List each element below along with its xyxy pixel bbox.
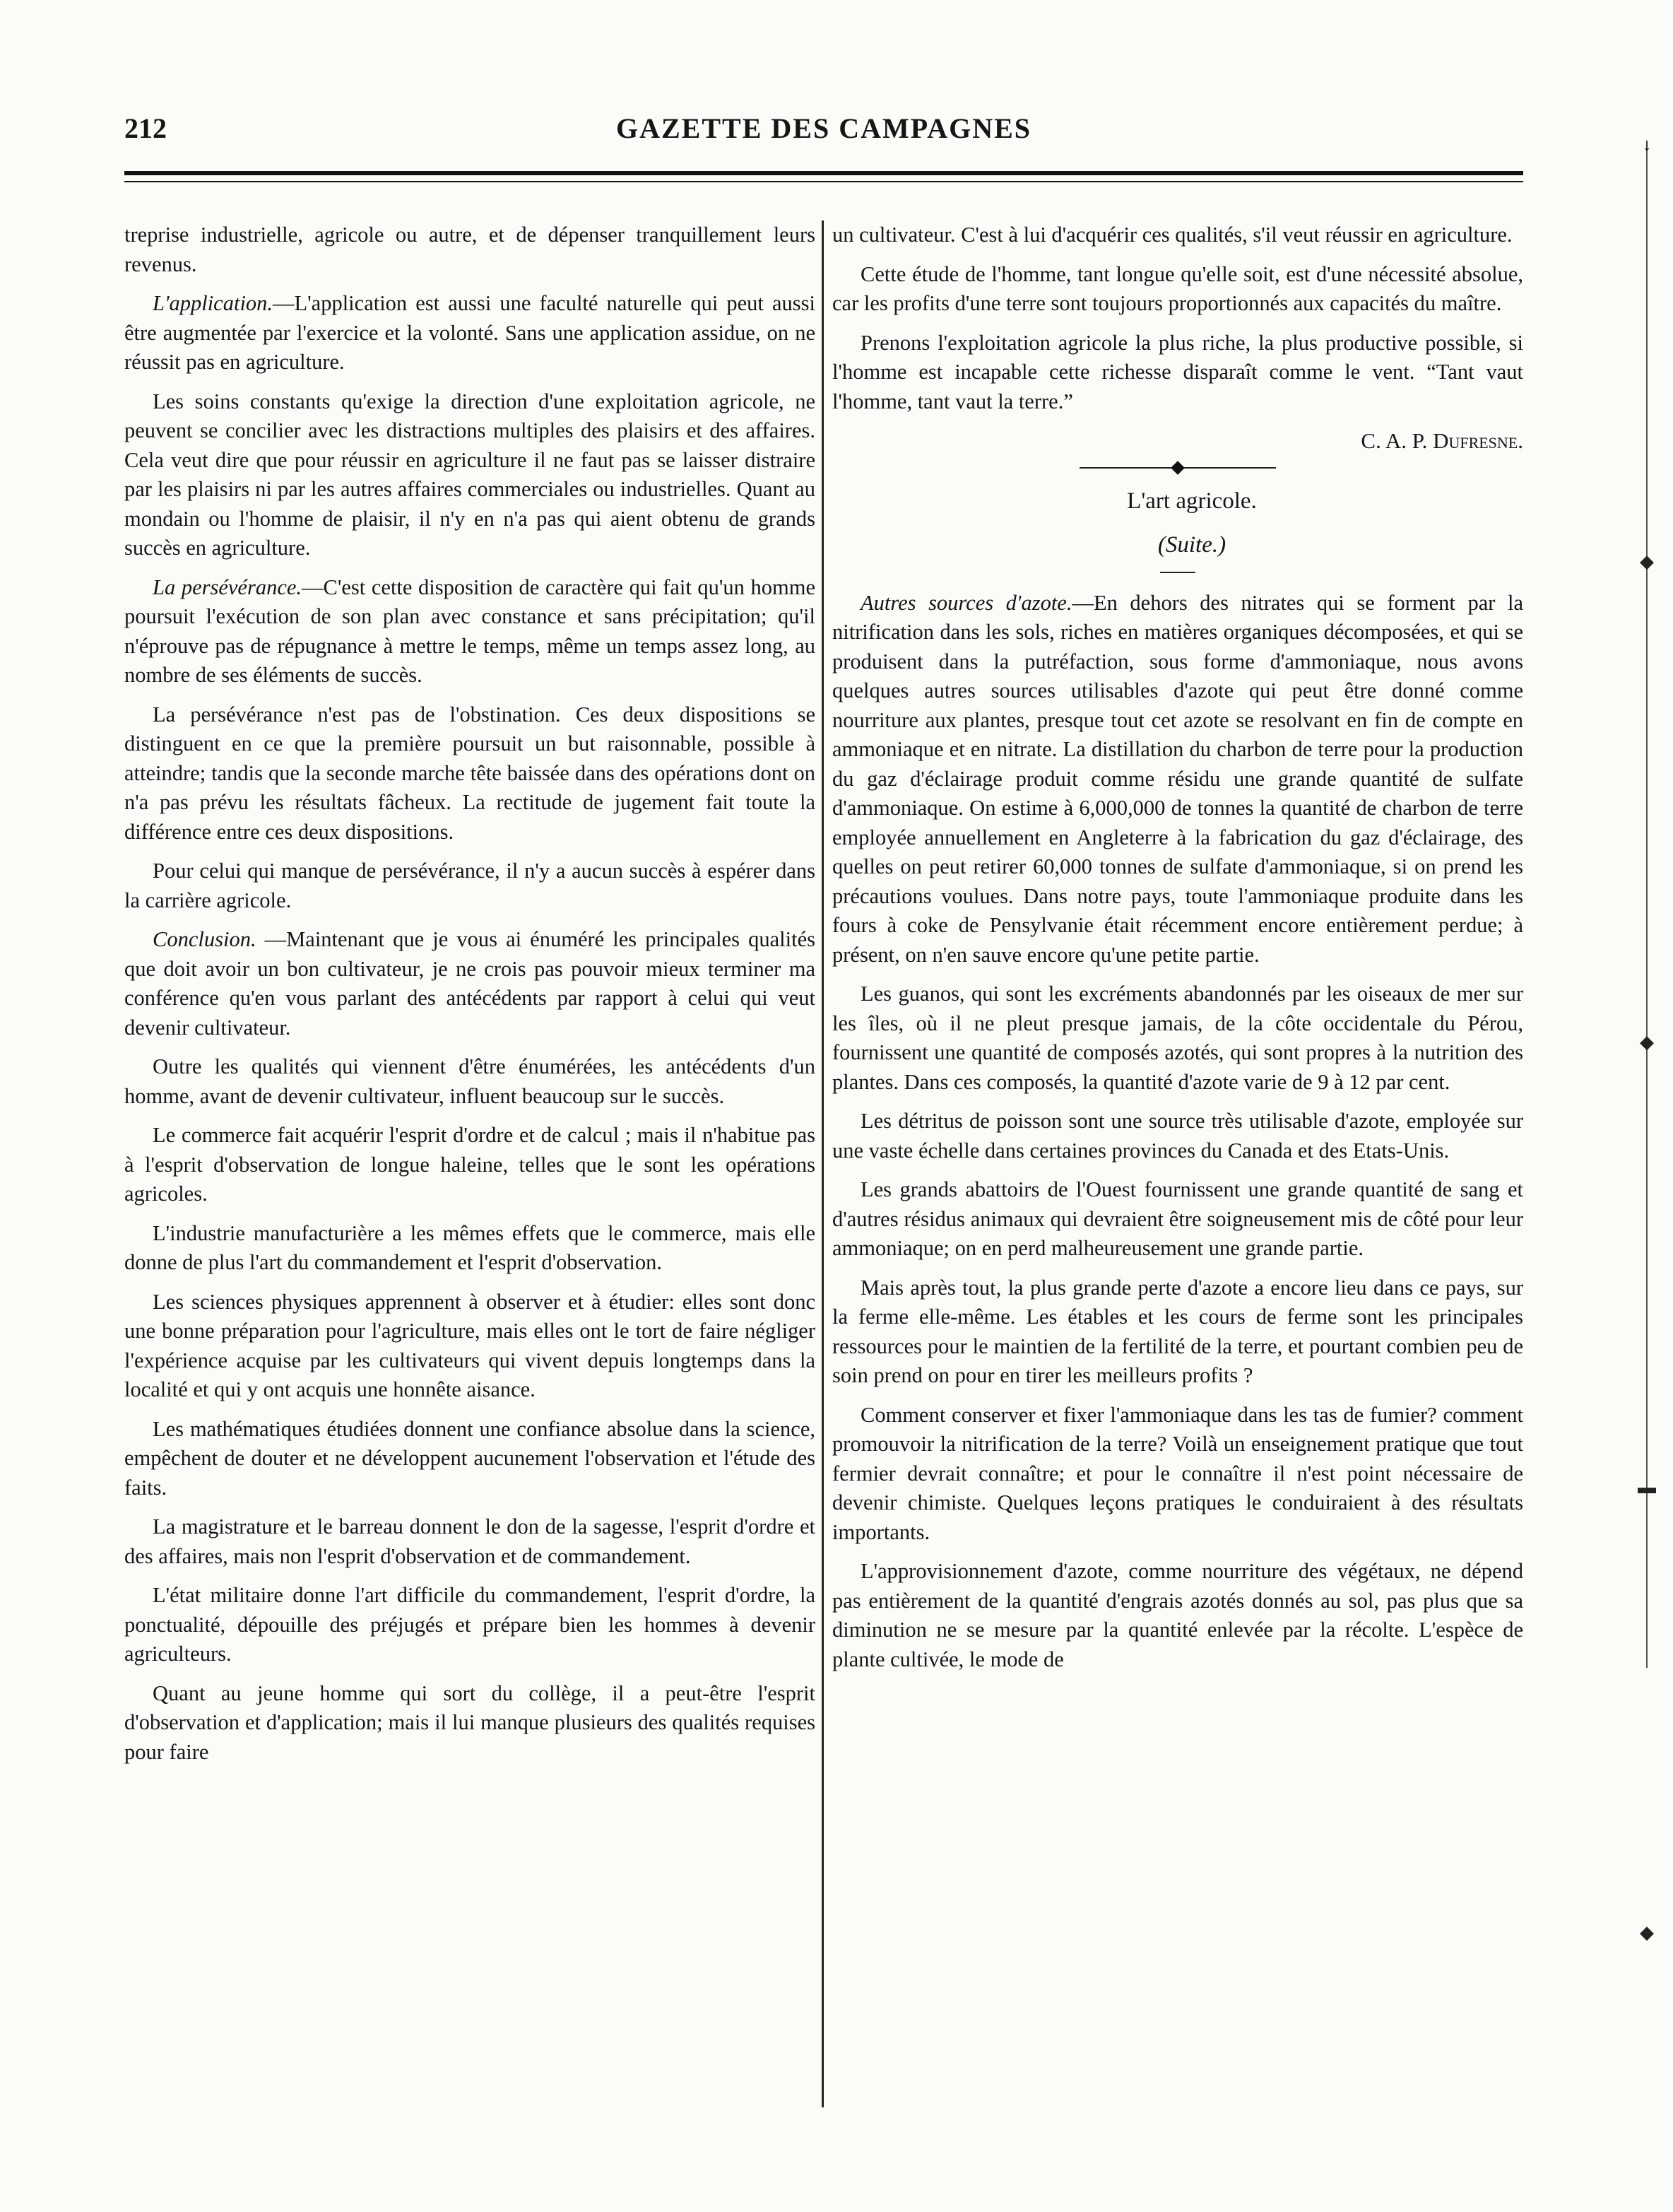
binding-margin-line: [1646, 141, 1648, 1668]
arrow-mark-icon: ↓: [1642, 134, 1652, 155]
section-rule: [1160, 572, 1195, 573]
paragraph-heading: Autres sources d'azote.: [861, 590, 1072, 615]
left-column: [124, 220, 815, 1777]
ornament-line: [1080, 467, 1171, 469]
paragraph: Les guanos, qui sont les excréments abandonnés par les oiseaux de mer sur les îles, où il ne pleut presque jamais, de la côte occidentale du Pérou, fournissent une quantité de composés azotés, qui sont propres à la nutrition des plantes. Dans ces composés, la quantité d'azote varie de 9 à 12 par cent.: [832, 982, 1523, 1094]
paragraph: [124, 925, 815, 1042]
paragraph: La magistrature et le barreau donnent le don de la sagesse, l'esprit d'ordre et des affaires, mais non l'esprit d'observation et de commandement.: [124, 1514, 815, 1568]
paragraph: [124, 289, 815, 377]
paragraph: Outre les qualités qui viennent d'être énumérées, les antécédents d'un homme, avant de devenir cultivateur, influent beaucoup sur le succès.: [124, 1054, 815, 1108]
header-rule-thin: [124, 181, 1523, 182]
paragraph: La persévérance n'est pas de l'obstination. Ces deux dispositions se distinguent en ce que la première poursuit un but raisonnable, possible à atteindre; tandis que la seconde marche tête baissée dans des opérations dont on n'a pas prévu les résultats fâcheux. La rectitude de jugement fait toute la différence entre ces deux dispositions.: [124, 702, 815, 844]
paragraph-text: —L'application est aussi une faculté naturelle qui peut aussi être augmentée par l'exercice et la volonté. Sans une application assidue, on ne réussit pas en agriculture.: [124, 291, 815, 374]
paragraph: Les sciences physiques apprennent à observer et à étudier: elles sont donc une bonne préparation pour l'agriculture, mais elles ont le tort de faire négliger l'expérience acquise par les cultivateurs qui vivent depuis longtemps dans la localité et qui y ont acquis une honnête aisance.: [124, 1289, 815, 1401]
paragraph: Prenons l'exploitation agricole la plus riche, la plus productive possible, si l'homme est incapable cette richesse disparaît comme le vent. “Tant vaut l'homme, tant vaut la terre.”: [832, 330, 1523, 413]
paragraph: un cultivateur. C'est à lui d'acquérir ces qualités, s'il veut réussir en agriculture.: [832, 223, 1513, 247]
diamond-mark-icon: ◆: [1640, 551, 1654, 572]
author-signature: C. A. P. Dufresne.: [1361, 428, 1523, 453]
section-title: L'art agricole.: [1127, 488, 1257, 514]
page-number: 212: [124, 112, 167, 144]
paragraph: Comment conserver et fixer l'ammoniaque dans les tas de fumier? comment promouvoir la nitrification de la terre? Voilà un enseignement pratique que tout fermier devrait connaître; et pour le connaître il n'est point nécessaire de devenir chimiste. Quelques leçons pratiques le conduiraient à des résultats importants.: [832, 1402, 1523, 1544]
paragraph: [832, 589, 1523, 970]
paragraph: Quant au jeune homme qui sort du collège, il a peut-être l'esprit d'observation et d'application; mais il lui manque plusieurs des qualités requises pour faire: [124, 1681, 815, 1764]
paragraph: Cette étude de l'homme, tant longue qu'elle soit, est d'une nécessité absolue, car les profits d'une terre sont toujours proportionnés aux capacités du maître.: [832, 261, 1523, 315]
paragraph: Les mathématiques étudiées donnent une confiance absolue dans la science, empêchent de douter et ne développent aucunement l'observation et l'étude des faits.: [124, 1416, 815, 1500]
paragraph-heading: Conclusion.: [153, 927, 256, 951]
paragraph-text: —En dehors des nitrates qui se forment par la nitrification dans les sols, riches en matières organiques décomposées, et qui se produisent dans la putréfaction, sous forme d'ammoniaque, nous avons quelques autres sources utilisables d'azote qui peut être donné comme nourriture aux plantes, presque tout cet azote se resolvant en fin de compte en ammoniaque et en nitrate. La distillation du charbon de terre pour la production du gaz d'éclairage produit comme résidu une grande quantité de sulfate d'ammoniaque. On estime à 6,000,000 de tonnes la quantité de charbon de terre employée annuellement en Angleterre à la fabrication du gaz d'éclairage, des quelles on peut retirer 60,000 tonnes de sulfate d'ammoniaque, si on prend les précautions voulues. Dans notre pays, toute l'ammoniaque produite dans les fours à coke de Pensylvanie était récemment encore entièrement perdue; à présent, on n'en sauve encore qu'une petite partie.: [832, 590, 1523, 967]
section-ornament: [832, 463, 1523, 473]
paragraph-text: —C'est cette disposition de caractère qui fait qu'un homme poursuit l'exécution de son plan avec constance et sans précipitation; qu'il n'éprouve pas de répugnance à mettre le temps, même un temps assez long, au nombre de ses éléments de succès.: [124, 575, 816, 687]
column-divider: [822, 220, 824, 2107]
paragraph: Les soins constants qu'exige la direction d'une exploitation agricole, ne peuvent se concilier avec les distractions multiples des plaisirs et des affaires. Cela veut dire que pour réussir en agriculture il ne faut pas se laisser distraire par les plaisirs ni par les autres affaires commerciales ou industrielles. Quant au mondain ou l'homme de plaisir, il n'y en n'a pas qui aient obtenu de grands succès en agriculture.: [124, 389, 815, 560]
paragraph: [124, 573, 815, 690]
paragraph: Les détritus de poisson sont une source très utilisable d'azote, employée sur une vaste échelle dans certaines provinces du Canada et des Etats-Unis.: [832, 1109, 1523, 1163]
paragraph: Les grands abattoirs de l'Ouest fournissent une grande quantité de sang et d'autres résidus animaux qui devraient être soigneusement mis de côté pour leur ammoniaque; on en perd malheureusement une grande partie.: [832, 1177, 1523, 1260]
section-subtitle: (Suite.): [1157, 531, 1226, 558]
header-rule-thick: [124, 171, 1523, 175]
paragraph: L'industrie manufacturière a les mêmes effets que le commerce, mais elle donne de plus l'art du commandement et l'esprit d'observation.: [124, 1220, 815, 1274]
diamond-mark-icon: ◆: [1640, 1032, 1654, 1052]
diamond-mark-icon: ◆: [1640, 1922, 1654, 1943]
dash-mark-icon: ▬: [1638, 1477, 1656, 1498]
paragraph: Pour celui qui manque de persévérance, il n'y a aucun succès à espérer dans la carrière agricole.: [124, 859, 815, 912]
ornament-line: [1184, 467, 1276, 469]
paragraph-heading: La persévérance.: [153, 575, 302, 599]
paragraph-heading: L'application.: [153, 291, 273, 315]
journal-title: GAZETTE DES CAMPAGNES: [615, 112, 1031, 144]
right-column: [832, 220, 1523, 1684]
paragraph: L'approvisionnement d'azote, comme nourriture des végétaux, ne dépend pas entièrement de la quantité d'engrais azotés donnés au sol, pas plus que sa diminution ne se mesure par la quantité enlevée par la récolte. L'espèce de plante cultivée, le mode de: [832, 1559, 1523, 1671]
paragraph-text: —Maintenant que je vous ai énuméré les principales qualités que doit avoir un bon cultivateur, je ne crois pas pouvoir mieux terminer ma conférence qu'en vous parlant des antécédents par rapport à celui qui veut devenir cultivateur.: [124, 927, 815, 1040]
paragraph: Le commerce fait acquérir l'esprit d'ordre et de calcul ; mais il n'habitue pas à l'esprit d'observation de longue haleine, telles que le sont les opérations agricoles.: [124, 1123, 815, 1206]
paragraph: Mais après tout, la plus grande perte d'azote a encore lieu dans ce pays, sur la ferme elle-même. Les étables et les cours de ferme sont les principales ressources pour le maintien de la fertilité de la terre, et pourtant combien peu de soin prend on pour en tirer les meilleurs profits ?: [832, 1275, 1523, 1387]
ornament-diamond: [1171, 461, 1185, 475]
page-header: [124, 112, 1523, 151]
paragraph: L'état militaire donne l'art difficile du commandement, l'esprit d'ordre, la ponctualité, dépouille des préjugés et prépare bien les hommes à devenir agriculteurs.: [124, 1583, 815, 1666]
paragraph: treprise industrielle, agricole ou autre, et de dépenser tranquillement leurs revenus.: [124, 223, 815, 276]
